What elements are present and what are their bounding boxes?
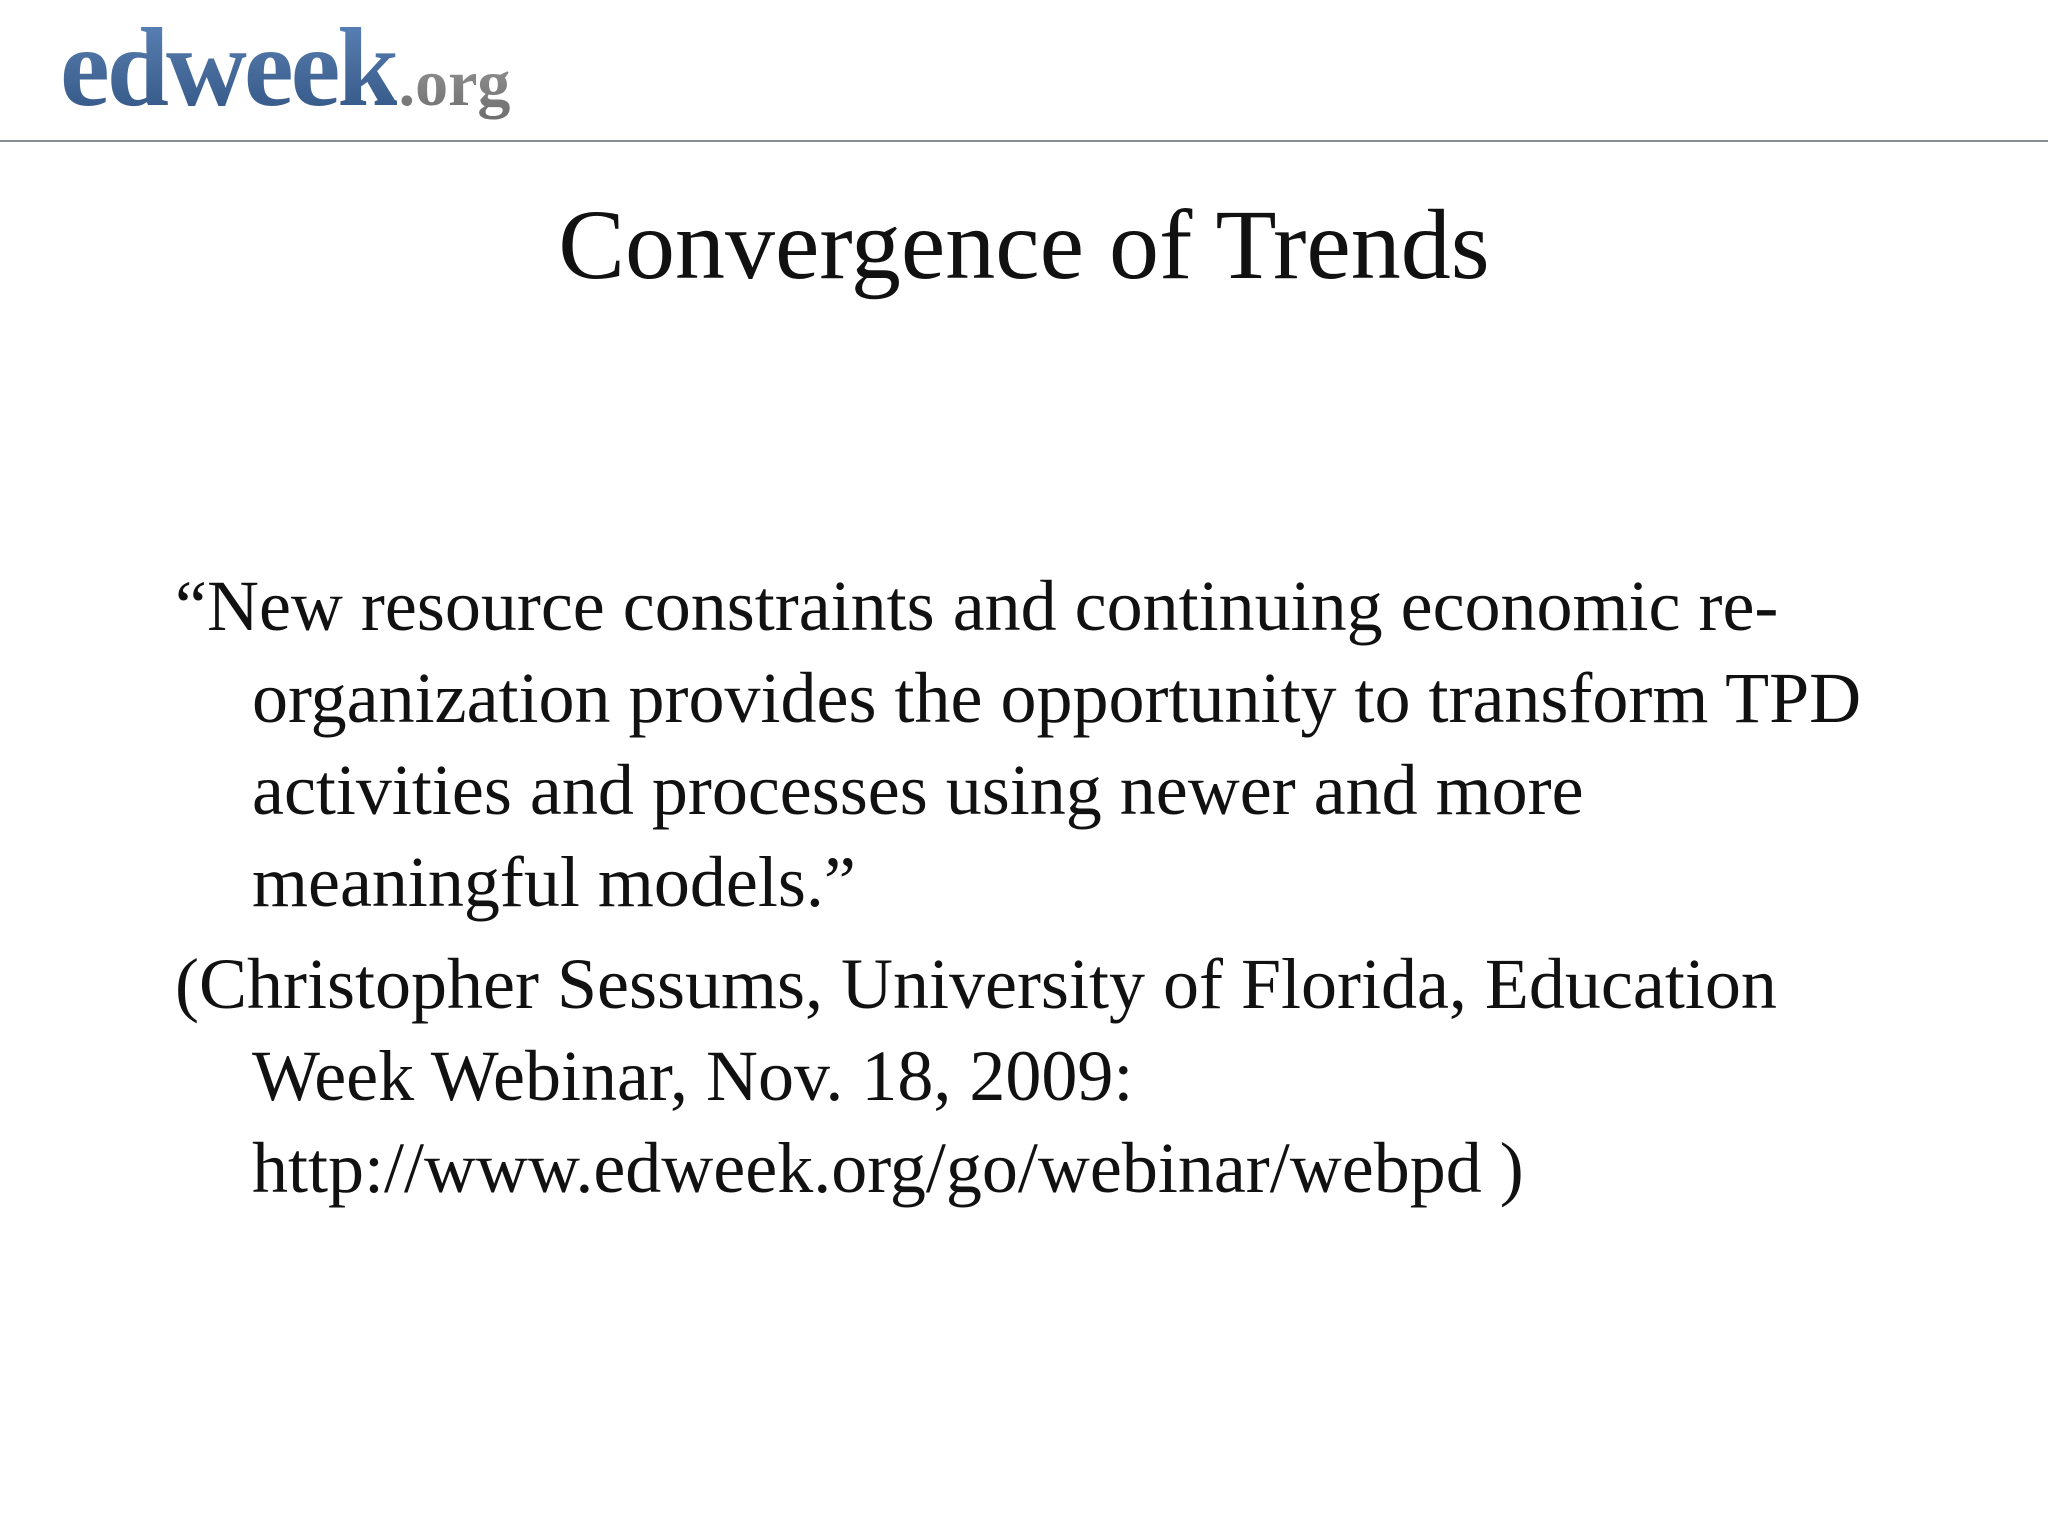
quote-paragraph: “New resource constraints and continuing economic re-organization provides the opportunity to transform TPD activities and processes using newer and more meaningful models.” [175, 566, 1862, 922]
header-divider [0, 140, 2048, 142]
citation-paragraph: (Christopher Sessums, University of Florida, Education Week Webinar, Nov. 18, 2009: http://www.edweek.org/go/webinar/webpd ) [175, 944, 1777, 1208]
slide-title: Convergence of Trends [558, 189, 1490, 300]
slide-body [175, 560, 1895, 1224]
logo-wordmark: edweek [60, 6, 397, 130]
logo-domain-suffix: .org [398, 47, 511, 120]
edweek-logo [60, 8, 510, 128]
